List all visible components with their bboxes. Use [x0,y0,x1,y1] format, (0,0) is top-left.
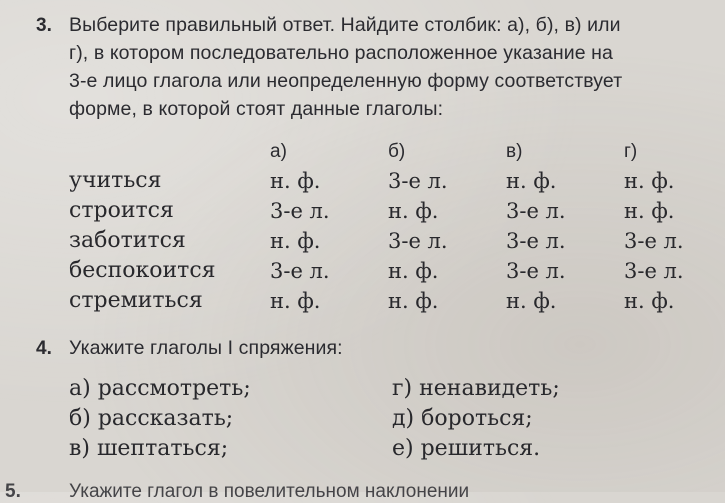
column-header-v: в) [506,141,523,162]
task-3-line-4: форме, в которой стоят данные глаголы: [69,98,444,120]
task-3-line-3: 3-е лицо глагола или неопределенную форму соответствует [69,70,623,92]
table-cell: 3-е л. [624,259,684,283]
column-header-g: г) [624,141,638,162]
column-header-b: б) [388,141,406,162]
column-header-a: а) [270,141,287,162]
table-cell: 3-е л. [270,199,330,223]
table-cell: н. ф. [388,259,439,283]
task-5-partial-text: Укажите глагол в повелительном наклонении [69,481,470,502]
table-cell: н. ф. [624,199,675,223]
option-g: г) ненавидеть; [392,376,560,401]
table-row-verb: строится [69,198,174,223]
table-cell: н. ф. [388,289,439,313]
task-3-line-2: г), в котором последовательно расположенное указание на [69,42,613,64]
option-d: д) бороться; [392,406,533,431]
task-3-line-1: Выберите правильный ответ. Найдите столбик: а), б), в) или [69,14,621,36]
table-cell: н. ф. [388,199,439,223]
table-cell: н. ф. [624,169,675,193]
task-3-number: 3. [36,15,52,36]
task-5-number: 5. [5,481,21,502]
table-cell: н. ф. [506,289,557,313]
option-b: б) рассказать; [69,406,234,431]
task-4-number: 4. [36,338,52,359]
table-row-verb: беспокоится [69,258,216,283]
table-row-verb: стремиться [69,288,203,313]
table-cell: н. ф. [270,289,321,313]
table-cell: 3-е л. [388,169,448,193]
table-cell: 3-е л. [270,259,330,283]
option-e: е) решиться. [392,436,541,461]
table-cell: 3-е л. [506,229,566,253]
table-cell: н. ф. [624,289,675,313]
table-row-verb: заботится [69,228,186,253]
option-v: в) шептаться; [69,436,229,461]
table-cell: н. ф. [270,169,321,193]
table-cell: н. ф. [506,169,557,193]
task-4-prompt: Укажите глаголы I спряжения: [69,337,343,359]
table-cell: 3-е л. [506,259,566,283]
table-cell: н. ф. [270,229,321,253]
table-cell: 3-е л. [624,229,684,253]
option-a: а) рассмотреть; [69,376,251,401]
table-cell: 3-е л. [388,229,448,253]
table-row-verb: учиться [69,168,162,193]
table-cell: 3-е л. [506,199,566,223]
